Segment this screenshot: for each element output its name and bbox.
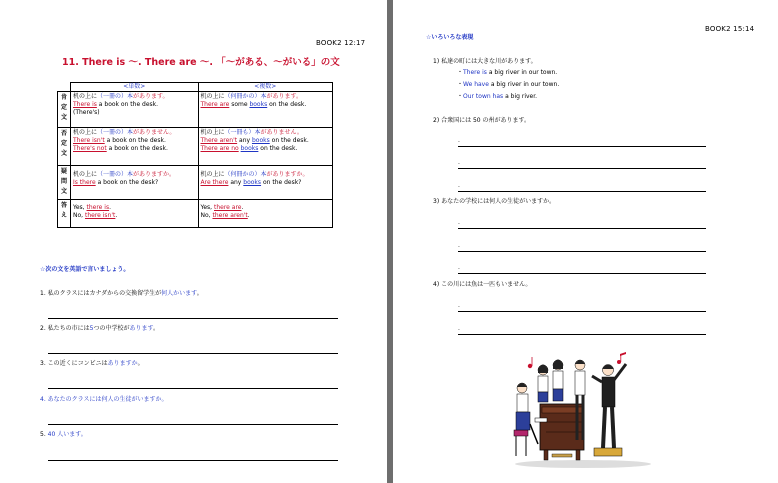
table-cell: 机の上に（一冊の）本があります。 There is a book on the desk. (There's) (71, 92, 199, 128)
table-row (58, 200, 333, 228)
answer-line (48, 388, 338, 389)
choir-piano-illustration (508, 352, 658, 470)
question-3: 3. この近くにコンビニはありますか。 (40, 360, 144, 367)
question-2: 2) 合衆国には 50 の州があります。 (433, 117, 531, 124)
example-sentence: ・There is a big river in our town. (457, 69, 558, 76)
table-corner (58, 83, 71, 92)
answer-line (458, 273, 706, 274)
table-cell: Yes, there is. No, there isn't. (71, 200, 199, 228)
col-plural: <複数> (198, 83, 333, 92)
lesson-number: 11. (62, 57, 79, 68)
row-label: 肯 定 文 (58, 92, 71, 128)
row-label: 疑 問 文 (58, 166, 71, 200)
right-page (393, 0, 778, 483)
example-sentence: ・Our town has a big river. (457, 93, 538, 100)
question-5: 5. 40 人います。 (40, 431, 87, 438)
singer-girl-icon (553, 360, 563, 402)
answer-line (458, 228, 706, 229)
table-row (58, 128, 333, 166)
answer-line (458, 191, 706, 192)
answer-dot: . (458, 325, 460, 332)
singer-girl-icon (538, 365, 548, 403)
table-row (58, 166, 333, 200)
row-label: 否 定 文 (58, 128, 71, 166)
answer-line (48, 424, 338, 425)
answer-line (48, 460, 338, 461)
question-3: 3) あなたの学校には何人の生徒がいますか。 (433, 198, 556, 205)
example-sentence: ・We have a big river in our town. (457, 81, 560, 88)
answer-dot: . (458, 182, 460, 189)
section-heading: ☆いろいろな表現 (426, 34, 474, 41)
question-4: 4) この川には魚は一匹もいません。 (433, 281, 532, 288)
table-cell: 机の上に（一冊の）本がありません。 There isn't a book on the desk. There's not a book on the desk. (71, 128, 199, 166)
answer-line (458, 311, 706, 312)
answer-dot: . (458, 219, 460, 226)
row-label: 答 え (58, 200, 71, 228)
table-cell: 机の上に（一冊も）本がありません。 There aren't any books on the desk. There are no books on the desk. (198, 128, 333, 166)
answer-line (458, 168, 706, 169)
answer-dot: . (458, 264, 460, 271)
lesson-title-text: There is ～. There are ～. 「～がある、～がいる」の文 (82, 57, 340, 68)
answer-line (458, 146, 706, 147)
answer-line (48, 318, 338, 319)
question-2: 2. 私たちの市には5つの中学校があります。 (40, 325, 160, 332)
page-header: BOOK2 15:14 (705, 25, 755, 33)
lesson-title (62, 54, 340, 68)
answer-line (458, 334, 706, 335)
answer-line (48, 353, 338, 354)
table-row (58, 92, 333, 128)
question-4: 4. あなたのクラスには何人の生徒がいますか。 (40, 396, 168, 403)
answer-line (458, 251, 706, 252)
question-1: 1. 私のクラスにはカナダからの交換留学生が何人かいます。 (40, 290, 203, 297)
conductor-icon (592, 364, 626, 456)
answer-dot: . (458, 159, 460, 166)
pianist-icon (514, 383, 538, 456)
question-1: 1) 私達の町には大きな川があります。 (433, 58, 537, 65)
table-cell: 机の上に（何冊かの）本がありますか。 Are there any books on the desk? (198, 166, 333, 200)
table-cell: 机の上に（何冊かの）本があります。 There are some books on the desk. (198, 92, 333, 128)
page-header: BOOK2 12:17 (316, 39, 366, 47)
answer-dot: . (458, 302, 460, 309)
grammar-table (57, 82, 333, 228)
exercise-heading: ☆次の文を英語で言いましょう。 (40, 266, 130, 273)
answer-dot: . (458, 242, 460, 249)
table-cell: 机の上に（一冊の）本がありますか。 Is there a book on the desk? (71, 166, 199, 200)
answer-dot: . (458, 137, 460, 144)
col-singular: <単数> (71, 83, 199, 92)
table-header-row (58, 83, 333, 92)
left-page (0, 0, 387, 483)
table-cell: Yes, there are. No, there aren't. (198, 200, 333, 228)
